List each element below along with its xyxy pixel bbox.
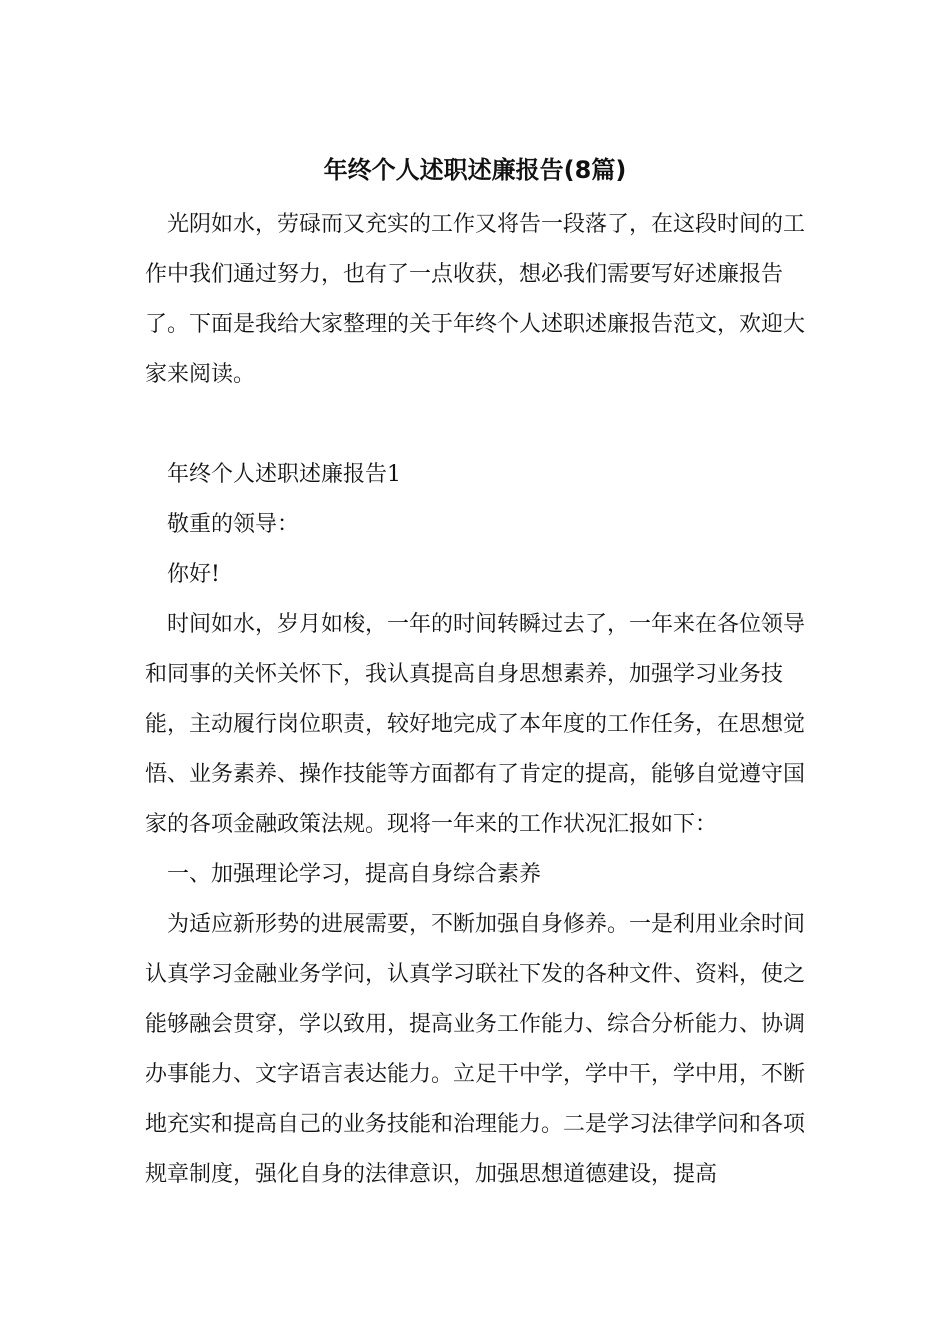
- intro-paragraph: 光阴如水，劳碌而又充实的工作又将告一段落了，在这段时间的工作中我们通过努力，也有了一点收获，想必我们需要写好述廉报告了。下面是我给大家整理的关于年终个人述职述廉报告范文，欢迎大家来阅读。: [145, 212, 806, 387]
- document-title: 年终个人述职述廉报告(8篇): [323, 156, 627, 184]
- body-paragraph: 为适应新形势的进展需要，不断加强自身修养。一是利用业余时间认真学习金融业务学问，认真学习联社下发的各种文件、资料，使之能够融会贯穿，学以致用，提高业务工作能力、综合分析能力、协调办事能力、文字语言表达能力。立足干中学，学中干，学中用，不断地充实和提高自己的业务技能和治理能力。二是学习法律学问和各项规章制度，强化自身的法律意识，加强思想道德建设，提高: [145, 912, 806, 1187]
- subsection-heading: 一、加强理论学习，提高自身综合素养: [167, 862, 542, 887]
- section-heading-report-1: 年终个人述职述廉报告1: [167, 462, 401, 487]
- salutation: 敬重的领导：: [167, 512, 300, 537]
- body-paragraph: 时间如水，岁月如梭，一年的时间转瞬过去了，一年来在各位领导和同事的关怀关怀下，我认真提高自身思想素养，加强学习业务技能，主动履行岗位职责，较好地完成了本年度的工作任务，在思想觉悟、业务素养、操作技能等方面都有了肯定的提高，能够自觉遵守国家的各项金融政策法规。现将一年来的工作状况汇报如下：: [145, 612, 806, 837]
- document-body: [145, 200, 825, 1200]
- greeting: 你好!: [167, 562, 220, 587]
